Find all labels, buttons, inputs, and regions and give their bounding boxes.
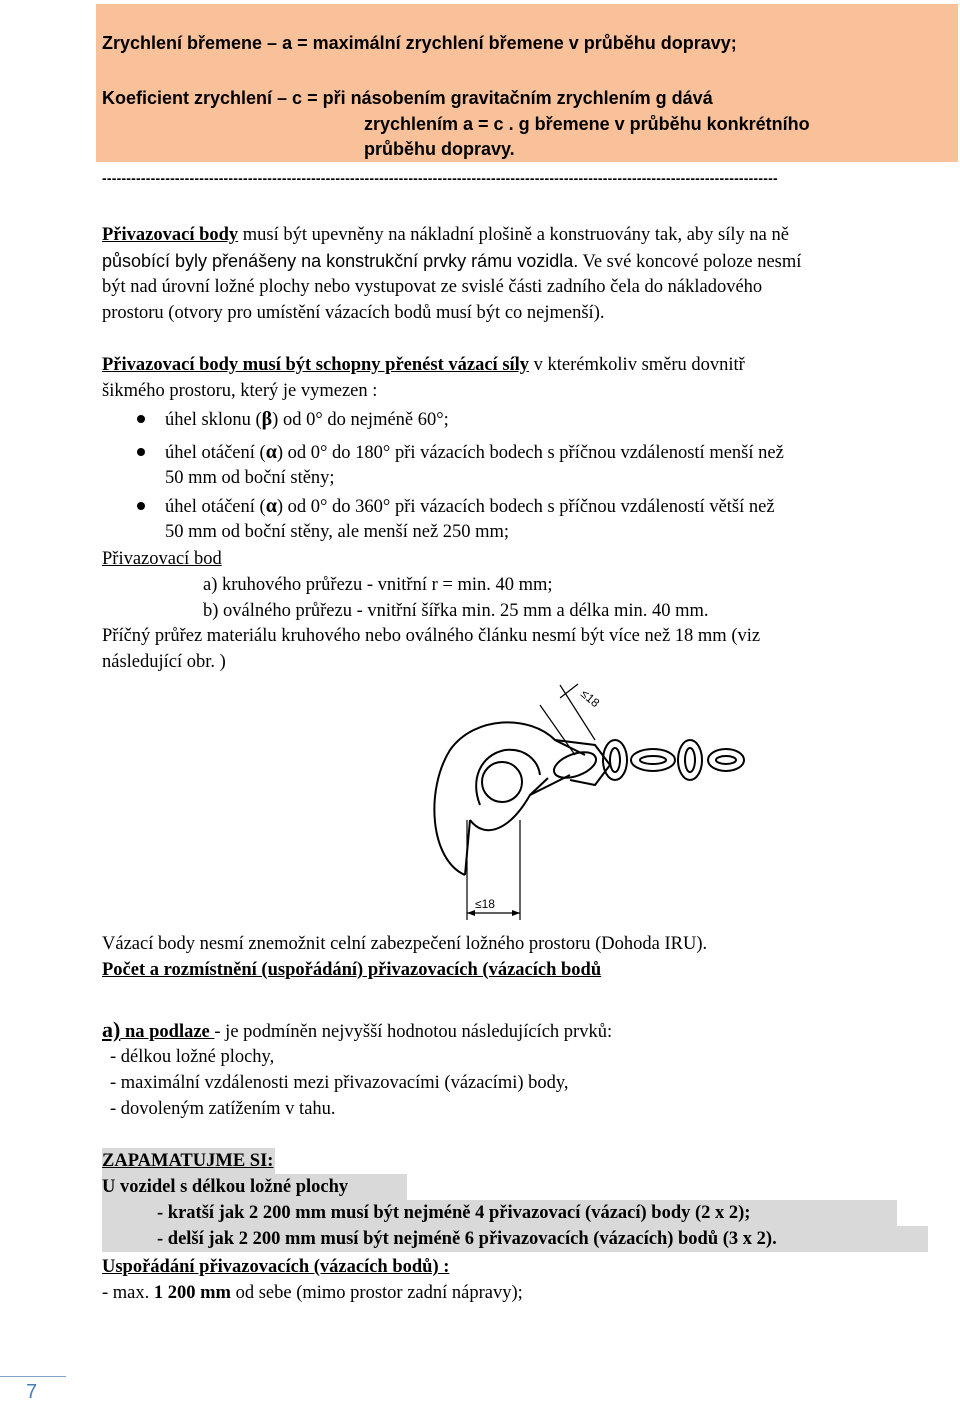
bullet-item-2-cont: 50 mm od boční stěny; xyxy=(165,468,335,488)
para1-line-1: Přivazovací body musí být upevněny na nákladní plošině a konstruovány tak, aby síly na ně xyxy=(102,225,789,245)
banner-line-3: zrychlením a = c . g břemene v průběhu konkrétního xyxy=(364,114,810,134)
hook-chain-figure xyxy=(410,670,750,930)
section-a-item-2: - maximální vzdálenosti mezi přivazovacími (vázacími) body, xyxy=(110,1073,569,1093)
heading-usporadani: Uspořádání přivazovacích (vázacích bodů) : xyxy=(102,1257,450,1277)
banner-line-1: Zrychlení břemene – a = maximální zrychlení břemene v průběhu dopravy; xyxy=(102,33,737,53)
arrangement-line-1: - max. 1 200 mm od sebe (mimo prostor zadní nápravy); xyxy=(102,1283,523,1303)
bullet-dot xyxy=(137,415,145,423)
page-number: 7 xyxy=(26,1381,38,1403)
chain-link xyxy=(631,749,675,771)
banner-line-2: Koeficient zrychlení – c = při násobením gravitačním zrychlením g dává xyxy=(102,88,713,108)
bullet-item-3: úhel otáčení (α) od 0° do 360° při vázacích bodech s příčnou vzdáleností větší než xyxy=(165,495,775,517)
chain-link xyxy=(551,747,600,783)
remember-line-2: - kratší jak 2 200 mm musí být nejméně 4 přivazovací (vázací) body (2 x 2); xyxy=(102,1200,897,1226)
para1-line-4: prostoru (otvory pro umístění vázacích bodů musí být co nejmenší). xyxy=(102,303,605,323)
hook-inner-outline xyxy=(476,750,540,805)
hook-outer-outline xyxy=(434,722,585,875)
para2-line-1: Přivazovací body musí být schopny přenést vázací síly v kterémkoliv směru dovnitř xyxy=(102,355,745,375)
bullet-item-1: úhel sklonu (β) od 0° do nejméně 60°; xyxy=(165,408,449,430)
page-number-rule xyxy=(0,1376,66,1377)
heading-pocet: Počet a rozmístnění (uspořádání) přivazovacích (vázacích bodů xyxy=(102,960,602,980)
banner-line-4: průběhu dopravy. xyxy=(364,139,515,159)
para1-line-2: působící byly přenášeny na konstrukční prvky rámu vozidla. Ve své koncové poloze nesmí xyxy=(102,251,802,272)
section-a-item-1: - délkou ložné plochy, xyxy=(110,1047,275,1067)
bullet-item-2: úhel otáčení (α) od 0° do 180° při vázacích bodech s příčnou vzdáleností menší než xyxy=(165,441,784,463)
hook-ring xyxy=(482,762,522,802)
remember-title: ZAPAMATUJME SI: xyxy=(102,1148,275,1174)
bullet-dot xyxy=(137,448,145,456)
chain-link xyxy=(708,749,744,771)
customs-line: Vázací body nesmí znemožnit celní zabezpečení ložného prostoru (Dohoda IRU). xyxy=(102,934,708,954)
definition-banner xyxy=(96,4,958,162)
heading-privazovaci-bod: Přivazovací bod xyxy=(102,549,222,569)
term-privazovaci-body-sily: Přivazovací body musí být schopny přenést vázací síly xyxy=(102,355,530,375)
bullet-dot xyxy=(137,502,145,510)
separator-line: ------------------------------------------------------------------------------------------------------------------------------------------- xyxy=(102,170,778,186)
para1-line-3: být nad úrovní ložné plochy nebo vystupovat ze svislé části zadního čela do nákladového xyxy=(102,277,763,297)
bullet-item-3-cont: 50 mm od boční stěny, ale menší než 250 mm; xyxy=(165,522,510,542)
bod-line-2: následující obr. ) xyxy=(102,652,226,672)
section-a-item-3: - dovoleným zatížením v tahu. xyxy=(110,1099,336,1119)
bod-item-b: b) oválného průřezu - vnitřní šířka min. 25 mm a délka min. 40 mm. xyxy=(203,601,709,621)
remember-line-3: - delší jak 2 200 mm musí být nejméně 6 přivazovacích (vázacích) bodů (3 x 2). xyxy=(102,1226,928,1252)
para2-line-2: šikmého prostoru, který je vymezen : xyxy=(102,381,378,401)
section-a-line: a) na podlaze - je podmíněn nejvyšší hodnotou následujících prvků: xyxy=(102,1017,613,1042)
bod-item-a: a) kruhového průřezu - vnitřní r = min. 40 mm; xyxy=(203,575,553,595)
dim-label-top: ≤18 xyxy=(578,686,603,711)
dim-label-bottom: ≤18 xyxy=(475,897,495,911)
term-privazovaci-body: Přivazovací body xyxy=(102,225,239,245)
remember-line-1: U vozidel s délkou ložné plochy xyxy=(102,1174,407,1200)
bod-line-1: Příčný průřez materiálu kruhového nebo oválného článku nesmí být více než 18 mm (viz xyxy=(102,626,761,646)
